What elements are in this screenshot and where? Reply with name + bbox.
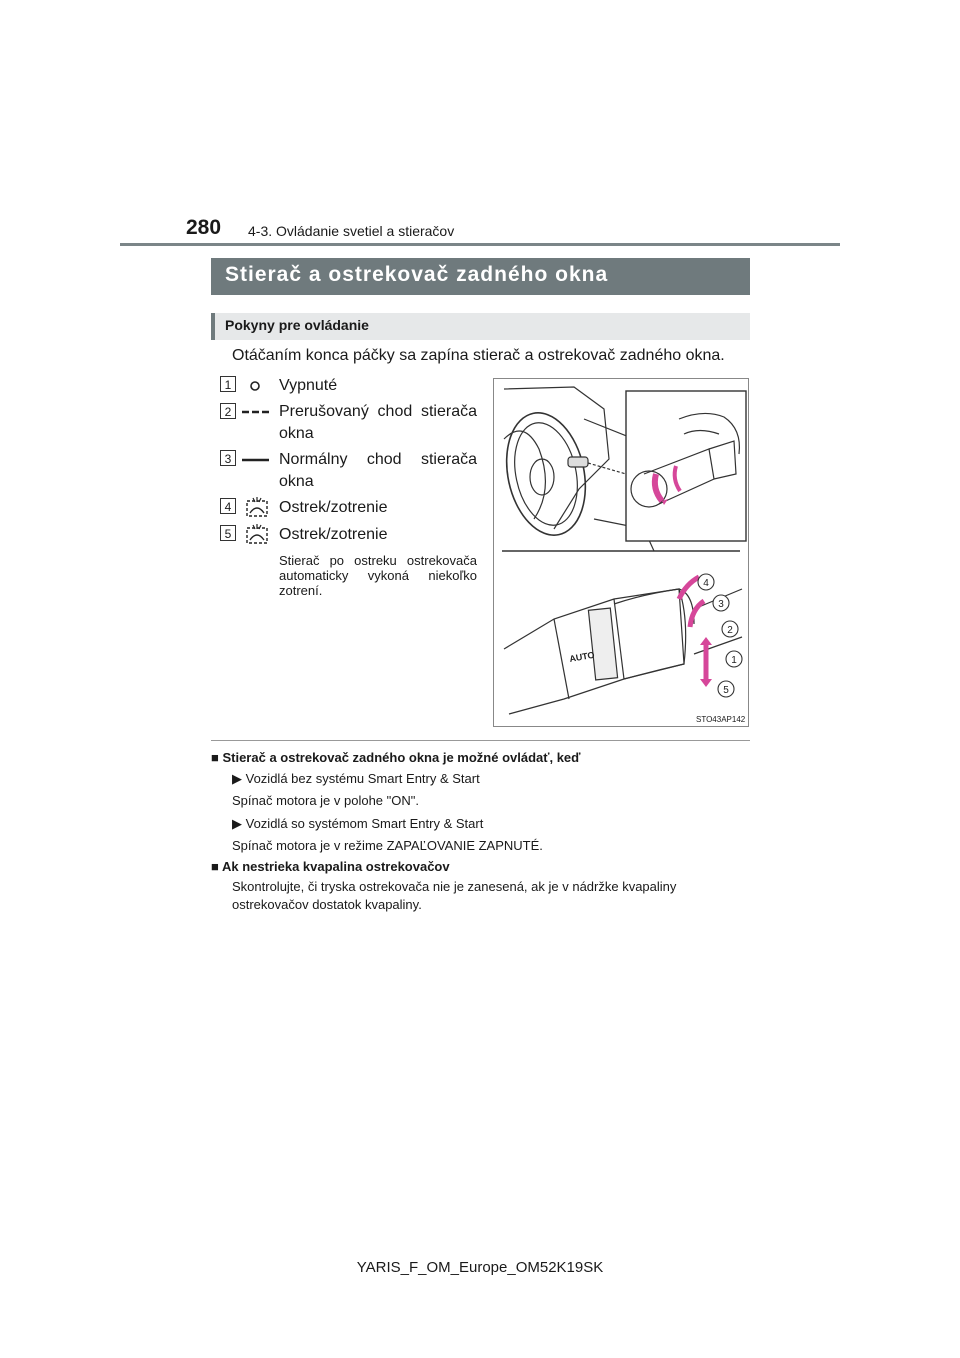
item-note: Stierač po ostreku ostrekovača automaticky vykoná niekoľko zotrení. [279, 553, 477, 598]
subheading-bar [211, 313, 750, 340]
item-number-4: 4 [220, 498, 236, 514]
wiper-lever-illustration [494, 379, 748, 726]
square-bullet-icon: ■ [211, 750, 223, 765]
auto-label: AUTO [568, 649, 596, 664]
subheading: Pokyny pre ovládanie [225, 317, 369, 333]
item-text-2: Prerušovaný chod stierača okna [279, 403, 477, 442]
callout-5: 5 [723, 685, 729, 696]
footer-doc-id: YARIS_F_OM_Europe_OM52K19SK [356, 1259, 604, 1276]
rear-washer-icon [241, 496, 273, 518]
note-line: Skontrolujte, či tryska ostrekovača nie je zanesená, ak je v nádržke kvapaliny [232, 879, 677, 894]
callout-1: 1 [731, 655, 737, 666]
title-bar [211, 258, 750, 295]
item-number-2: 2 [220, 403, 236, 419]
subheading-accent [211, 313, 215, 340]
callout-4: 4 [703, 578, 709, 589]
note-line: ▶ Vozidlá bez systému Smart Entry & Start [232, 771, 480, 786]
illustration-code: STO43AP142 [696, 715, 746, 724]
intro-text: Otáčaním konca páčky sa zapína stierač a ostrekovač zadného okna. [232, 347, 725, 364]
notes-divider [211, 740, 750, 741]
rear-washer-icon [241, 523, 273, 545]
note-line: ostrekovačov dostatok kvapaliny. [232, 897, 422, 912]
note-heading-1: ■ Stierač a ostrekovač zadného okna je možné ovládať, keď [211, 750, 581, 765]
item-text-4: Ostrek/zotrenie [279, 499, 388, 516]
section-title: 4-3. Ovládanie svetiel a stieračov [248, 223, 455, 239]
item-number-5: 5 [220, 525, 236, 541]
item-number-3: 3 [220, 450, 236, 466]
triangle-bullet-icon: ▶ [232, 816, 242, 831]
note-heading-2: ■ Ak nestrieka kvapalina ostrekovačov [211, 859, 450, 874]
page-title: Stierač a ostrekovač zadného okna [225, 263, 609, 286]
intermittent-icon [241, 401, 273, 423]
header-rule [120, 243, 840, 246]
off-icon [241, 375, 273, 397]
note-line: Spínač motora je v polohe "ON". [232, 793, 419, 808]
item-text-1: Vypnuté [279, 377, 338, 394]
callout-3: 3 [718, 599, 724, 610]
square-bullet-icon: ■ [211, 859, 222, 874]
item-text-5: Ostrek/zotrenie [279, 526, 388, 543]
normal-icon [241, 449, 273, 471]
illustration [493, 378, 749, 727]
item-text-3: Normálny chod stierača okna [279, 451, 477, 490]
triangle-bullet-icon: ▶ [232, 771, 242, 786]
note-line: Spínač motora je v režime ZAPAĽOVANIE ZAPNUTÉ. [232, 838, 543, 853]
page-number: 280 [186, 216, 222, 239]
callout-2: 2 [727, 625, 733, 636]
note-line: ▶ Vozidlá so systémom Smart Entry & Start [232, 816, 484, 831]
item-number-1: 1 [220, 376, 236, 392]
